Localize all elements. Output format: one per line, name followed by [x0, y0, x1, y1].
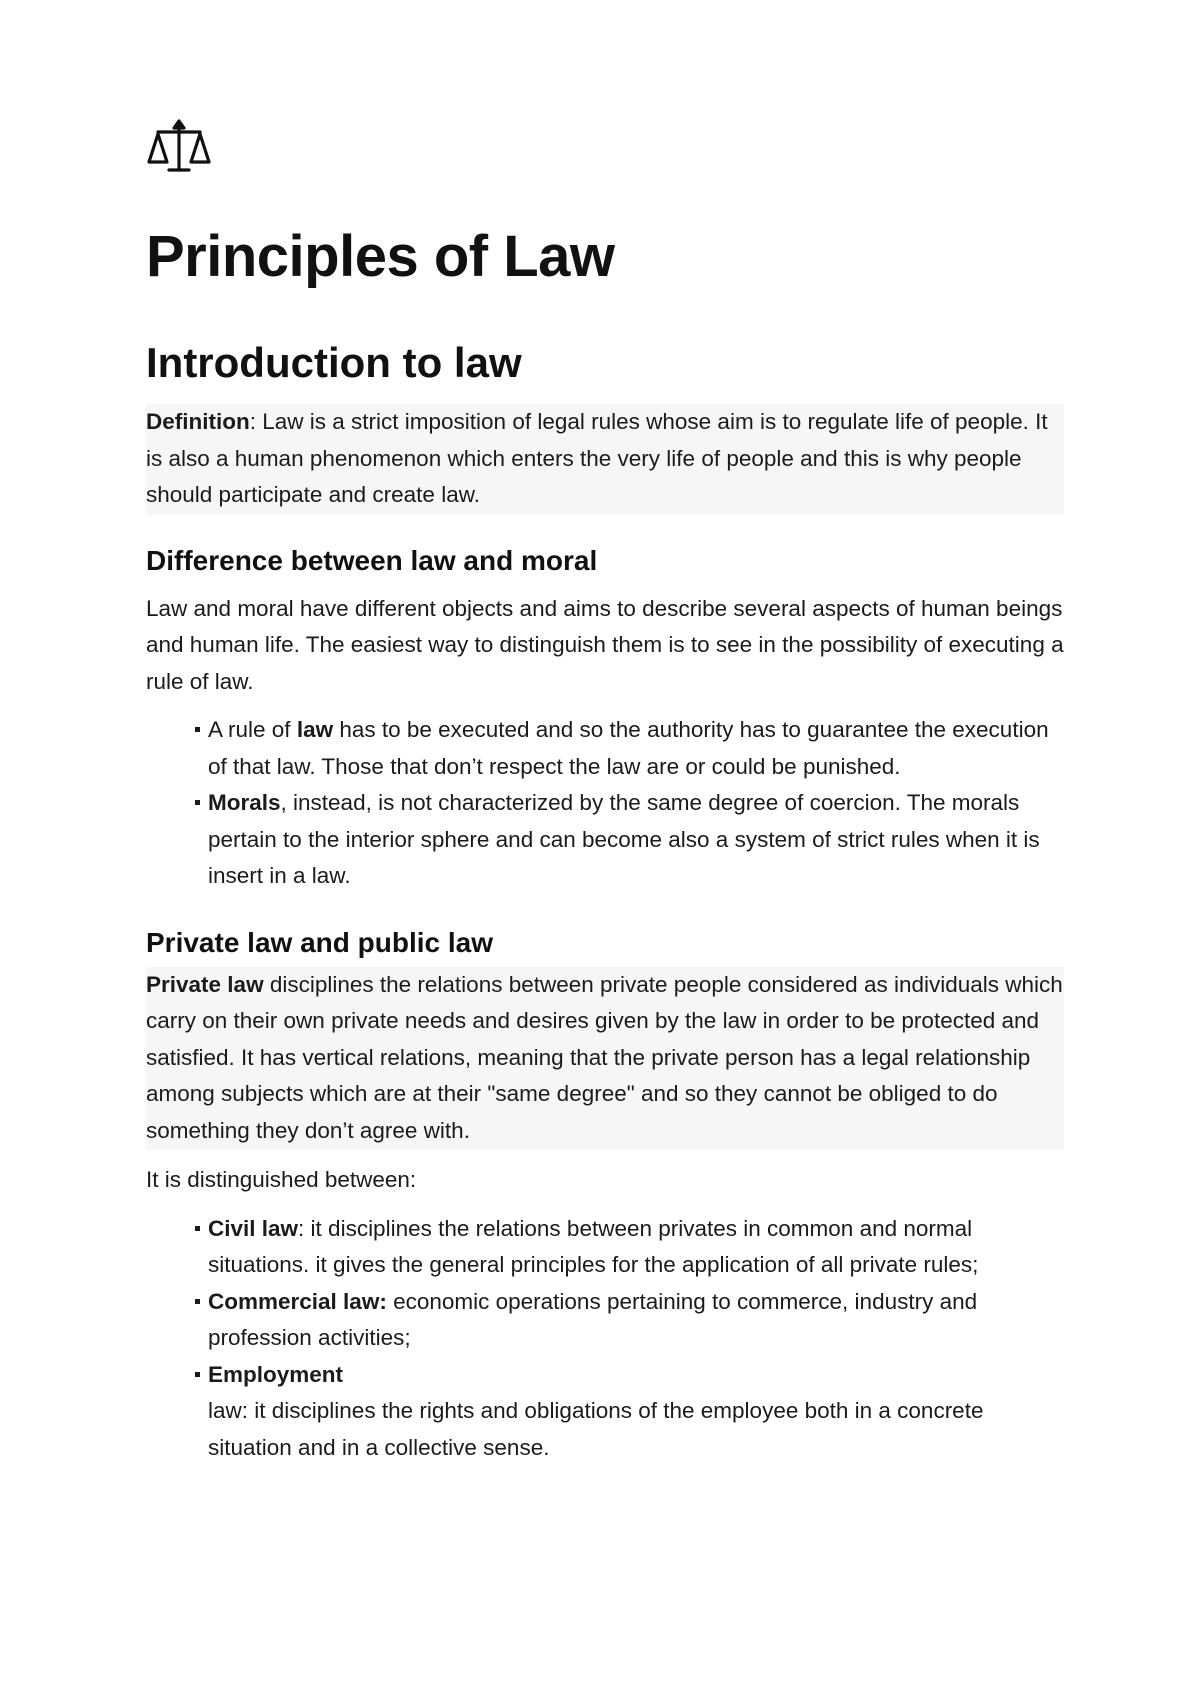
- list-item: Civil law: it disciplines the relations between privates in common and normal situations. it gives the general principles for the application of all private rules;: [208, 1211, 1064, 1284]
- heading-introduction: Introduction to law: [146, 339, 522, 386]
- list-item: A rule of law has to be executed and so the authority has to guarantee the execution of that law. Those that don’t respect the law are or could be punished.: [208, 712, 1064, 785]
- distinguished-paragraph: It is distinguished between:: [146, 1167, 417, 1192]
- heading-private-public-law: Private law and public law: [146, 926, 493, 958]
- document-page: [146, 118, 1064, 1466]
- scales-of-justice-icon: [146, 118, 212, 178]
- definition-callout: [146, 404, 1064, 515]
- private-law-types-list: [146, 1211, 1064, 1467]
- law-moral-paragraph: Law and moral have different objects and aims to describe several aspects of human beings and human life. The easiest way to distinguish them is to see in the possibility of executing a rule of law.: [146, 595, 1064, 694]
- private-law-label: Private law: [146, 971, 264, 997]
- document-title: Principles of Law: [146, 224, 615, 289]
- list-item: Morals, instead, is not characterized by the same degree of coercion. The morals pertain to the interior sphere and can become also a system of strict rules when it is insert in a law.: [208, 785, 1064, 895]
- list-item: Employment law: it disciplines the rights and obligations of the employee both in a concrete situation and in a collective sense.: [208, 1357, 1064, 1467]
- definition-label: Definition: [146, 409, 250, 434]
- law-moral-list: [146, 712, 1064, 895]
- private-law-paragraph: [146, 967, 1064, 1150]
- definition-text: : Law is a strict imposition of legal rules whose aim is to regulate life of people. It is also a human phenomenon which enters the very life of people and this is why people should participate and create law.: [146, 409, 1048, 507]
- heading-law-vs-moral: Difference between law and moral: [146, 544, 598, 576]
- private-law-callout: [146, 967, 1064, 1151]
- list-item: Commercial law: economic operations pertaining to commerce, industry and profession activities;: [208, 1284, 1064, 1357]
- definition-paragraph: [146, 404, 1064, 514]
- private-law-text: disciplines the relations between private people considered as individuals which carry on their own private needs and desires given by the law in order to be protected and satisfied. It has vertical relations, meaning that the private person has a legal relationship among subjects which are at their "same degree" and so they cannot be obliged to do something they don’t agree with.: [146, 971, 1063, 1143]
